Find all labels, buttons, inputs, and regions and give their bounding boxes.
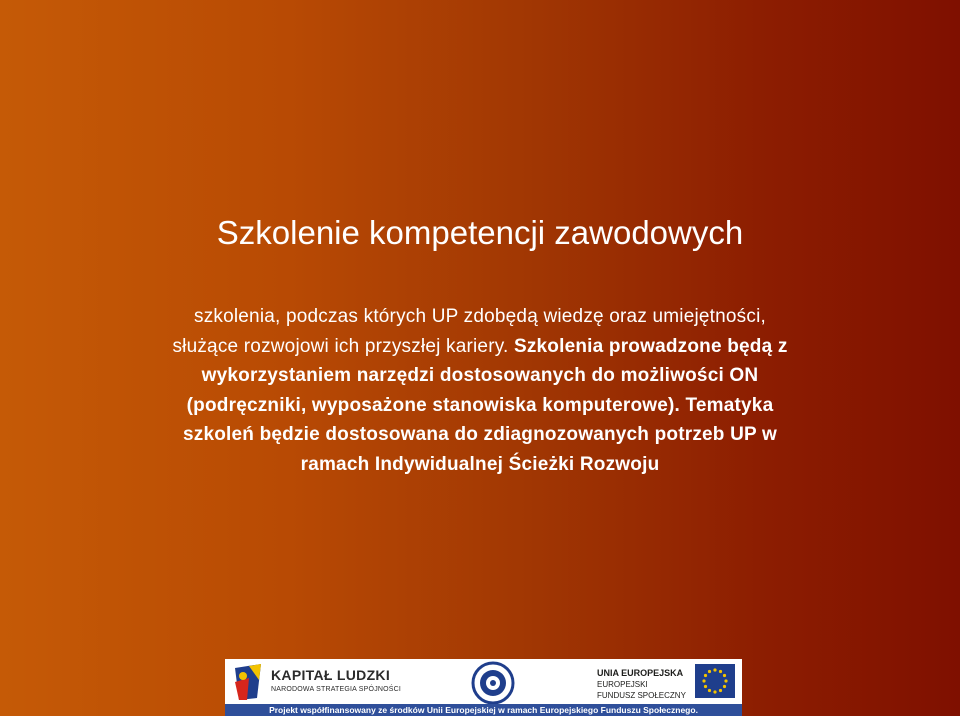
- body-line: [60, 361, 900, 391]
- body-line: [60, 302, 900, 332]
- body-text-bold: Szkolenia prowadzone będą z: [513, 335, 788, 357]
- body-line: [60, 420, 900, 450]
- eu-flag-icon: [695, 664, 735, 698]
- body-text: służące rozwojowi ich przyszłej kariery.: [172, 335, 514, 357]
- kapital-ludzki-subtitle: NARODOWA STRATEGIA SPÓJNOŚCI: [271, 686, 402, 693]
- body-text-bold: ramach Indywidualnej Ścieżki Rozwoju: [300, 453, 660, 475]
- body-text-bold: szkoleń będzie dostosowana do zdiagnozowanych potrzeb UP w: [183, 424, 777, 445]
- body-text-bold: (podręczniki, wyposażone stanowiska komputerowe). Tematyka: [186, 394, 774, 416]
- ue-line-2: EUROPEJSKI: [597, 680, 648, 689]
- kapital-ludzki-logo-icon: [231, 662, 265, 702]
- body-text-bold: wykorzystaniem narzędzi dostosowanych do możliwości ON: [201, 365, 759, 386]
- footer-strip: Projekt współfinansowany ze środków Unii Europejskiej w ramach Europejskiego Funduszu Społecznego.: [225, 704, 742, 716]
- ue-line-1: UNIA EUROPEJSKA: [597, 668, 684, 678]
- body-line: [60, 391, 900, 421]
- kapital-ludzki-title: KAPITAŁ LUDZKI: [271, 667, 391, 683]
- ue-efs-text: [597, 668, 686, 701]
- kapital-ludzki-text: [271, 667, 401, 693]
- slide-title: Szkolenie kompetencji zawodowych: [216, 214, 744, 251]
- body-line: [60, 450, 900, 480]
- body-line: [60, 332, 900, 362]
- body-text: szkolenia, podczas których UP zdobędą wiedzę oraz umiejętności,: [194, 306, 766, 327]
- round-emblem-icon: [471, 661, 515, 705]
- slide-body: [60, 302, 900, 479]
- ue-line-3: FUNDUSZ SPOŁECZNY: [597, 691, 686, 700]
- eu-funding-banner: [225, 659, 742, 716]
